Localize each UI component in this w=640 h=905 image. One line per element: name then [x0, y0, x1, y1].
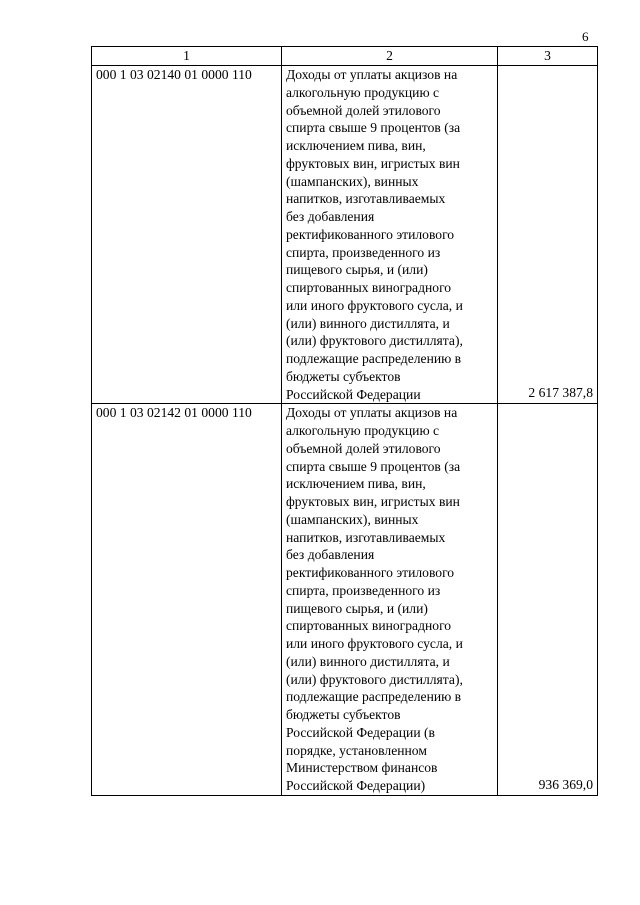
- description-line: Доходы от уплаты акцизов на: [286, 405, 458, 421]
- description-line: Российской Федерации: [286, 386, 421, 402]
- description-line: спиртованных виноградного: [286, 280, 452, 295]
- description-line: (шампанских), винных: [286, 173, 419, 189]
- description-line: подлежащие распределению в: [286, 689, 462, 705]
- description-line: без добавления: [286, 547, 375, 563]
- description-cell: [282, 404, 498, 796]
- description-line: алкогольную продукцию с: [286, 423, 440, 438]
- description-line: фруктовых вин, игристых вин: [286, 494, 460, 509]
- description-line: объемной долей этилового: [286, 440, 441, 456]
- description-line: или иного фруктового сусла, и: [286, 636, 463, 651]
- amount-cell: 2 617 387,8: [498, 66, 598, 404]
- revenue-table: [91, 46, 598, 796]
- description-cell: [282, 66, 498, 404]
- amount-cell: 936 369,0: [498, 404, 598, 796]
- budget-code-cell: 000 1 03 02140 01 0000 110: [92, 66, 282, 404]
- description-line: исключением пива, вин,: [286, 476, 426, 492]
- description-line: (или) винного дистиллята, и: [286, 653, 450, 669]
- description-line: (или) фруктового дистиллята),: [286, 333, 463, 349]
- budget-code-cell: 000 1 03 02142 01 0000 110: [92, 404, 282, 796]
- description-line: без добавления: [286, 209, 375, 224]
- description-line: спиртованных виноградного: [286, 618, 452, 634]
- description-line: ректификованного этилового: [286, 226, 455, 242]
- description-line: (шампанских), винных: [286, 511, 419, 527]
- column-header-2: 2: [282, 47, 498, 66]
- description-line: Российской Федерации): [286, 778, 426, 793]
- description-line: спирта, произведенного из: [286, 582, 441, 598]
- page-number: 6: [582, 29, 589, 44]
- table-row: [92, 66, 598, 404]
- description-line: (или) фруктового дистиллята),: [286, 671, 463, 687]
- description-line: порядке, установленном: [286, 742, 427, 758]
- description-line: спирта свыше 9 процентов (за: [286, 120, 461, 136]
- description-line: Российской Федерации (в: [286, 724, 435, 740]
- description-line: спирта свыше 9 процентов (за: [286, 458, 461, 474]
- description-line: пищевого сырья, и (или): [286, 262, 428, 278]
- description-line: ректификованного этилового: [286, 565, 455, 580]
- description-line: Доходы от уплаты акцизов на: [286, 67, 458, 82]
- description-line: Министерством финансов: [286, 760, 438, 776]
- description-line: (или) винного дистиллята, и: [286, 315, 450, 331]
- description-line: бюджеты субъектов: [286, 368, 401, 384]
- description-line: напитков, изготавливаемых: [286, 529, 446, 545]
- column-header-1: 1: [92, 47, 282, 66]
- description-line: исключением пива, вин,: [286, 138, 426, 153]
- description-line: фруктовых вин, игристых вин: [286, 155, 460, 171]
- table-row: [92, 404, 598, 796]
- description-line: или иного фруктового сусла, и: [286, 297, 463, 313]
- table-header-row: [92, 47, 598, 66]
- description-line: алкогольную продукцию с: [286, 84, 440, 100]
- description-line: пищевого сырья, и (или): [286, 600, 428, 616]
- description-line: напитков, изготавливаемых: [286, 191, 446, 207]
- column-header-3: 3: [498, 47, 598, 66]
- description-line: спирта, произведенного из: [286, 244, 441, 260]
- description-line: объемной долей этилового: [286, 102, 441, 118]
- description-line: бюджеты субъектов: [286, 707, 401, 722]
- description-line: подлежащие распределению в: [286, 351, 462, 366]
